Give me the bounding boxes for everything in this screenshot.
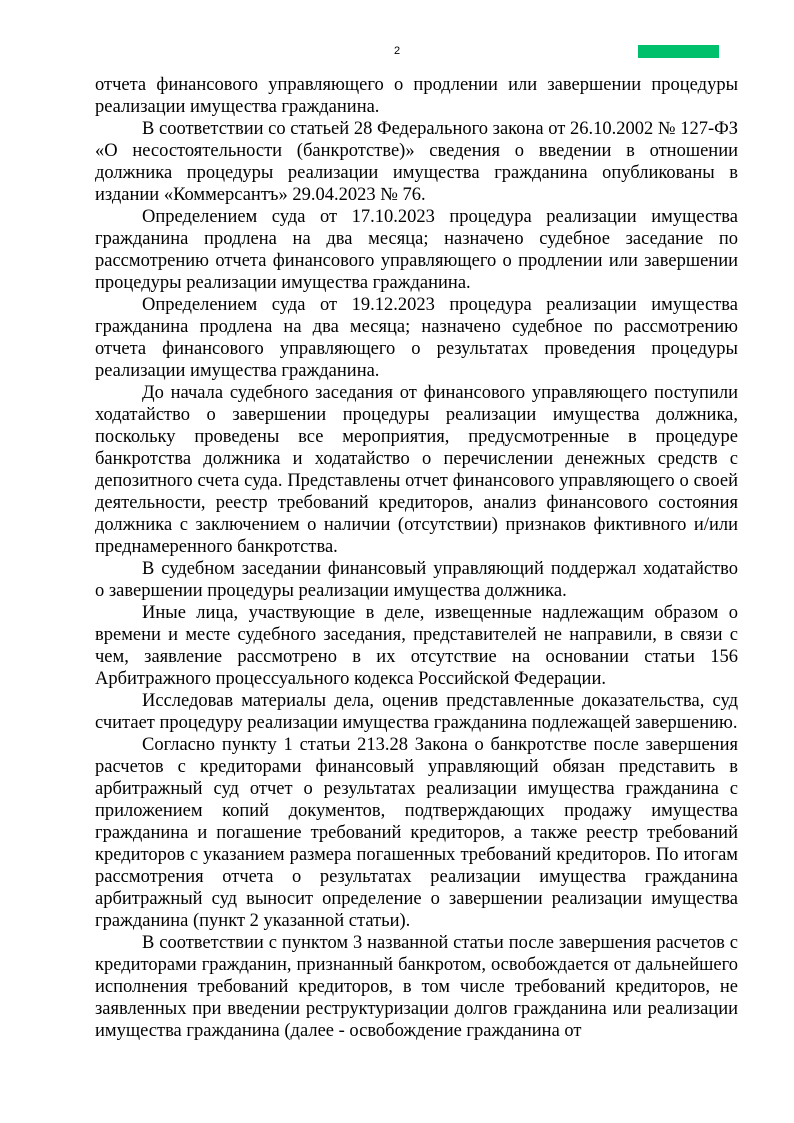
paragraph-hearing: В судебном заседании финансовый управляющий поддержал ходатайство о завершении процедуры реализации имущества должника. <box>95 559 738 601</box>
paragraph-court-conclusion: Исследовав материалы дела, оценив представленные доказательства, суд считает процедуру реализации имущества гражданина подлежащей завершению. <box>95 691 738 733</box>
paragraph-motions: До начала судебного заседания от финансового управляющего поступили ходатайство о завершении процедуры реализации имущества должника, поскольку проведены все мероприятия, предусмотренные в процедуре банкротства должника и ходатайство о перечислении денежных средств с депозитного счета суда. Представлены отчет финансового управляющего о своей деятельности, реестр требований кредиторов, анализ финансового состояния должника с заключением о наличии (отсутствии) признаков фиктивного и/или преднамеренного банкротства. <box>95 383 738 557</box>
paragraph-release-from-obligations: В соответствии с пунктом 3 названной статьи после завершения расчетов с кредиторами гражданин, признанный банкротом, освобождается от дальнейшего исполнения требований кредиторов, в том числе требований кредиторов, не заявленных при введении реструктуризации долгов гражданина или реализации имущества гражданина (далее - освобождение гражданина от <box>95 933 738 1041</box>
document-body <box>95 74 738 1042</box>
green-marker-bar <box>638 45 719 58</box>
paragraph-law-article-213-28: Согласно пункту 1 статьи 213.28 Закона о банкротстве после завершения расчетов с кредиторами финансовый управляющий обязан представить в арбитражный суд отчет о результатах реализации имущества гражданина с приложением копий документов, подтверждающих продажу имущества гражданина и погашение требований кредиторов, а также реестр требований кредиторов с указанием размера погашенных требований кредиторов. По итогам рассмотрения отчета о результатах реализации имущества гражданина арбитражный суд выносит определение о завершении реализации имущества гражданина (пункт 2 указанной статьи). <box>95 735 738 931</box>
paragraph-continuation: отчета финансового управляющего о продлении или завершении процедуры реализации имущества гражданина. <box>95 75 738 117</box>
paragraph-publication: В соответствии со статьей 28 Федерального закона от 26.10.2002 № 127-ФЗ «О несостоятельности (банкротстве)» сведения о введении в отношении должника процедуры реализации имущества гражданина опубликованы в издании «Коммерсантъ» 29.04.2023 № 76. <box>95 119 738 205</box>
paragraph-extension-1: Определением суда от 17.10.2023 процедура реализации имущества гражданина продлена на два месяца; назначено судебное заседание по рассмотрению отчета финансового управляющего о продлении или завершении процедуры реализации имущества гражданина. <box>95 207 738 293</box>
paragraph-other-parties: Иные лица, участвующие в деле, извещенные надлежащим образом о времени и месте судебного заседания, представителей не направили, в связи с чем, заявление рассмотрено в их отсутствие на основании статьи 156 Арбитражного процессуального кодекса Российской Федерации. <box>95 603 738 689</box>
page-number: 2 <box>393 45 401 57</box>
paragraph-extension-2: Определением суда от 19.12.2023 процедура реализации имущества гражданина продлена на два месяца; назначено судебное по рассмотрению отчета финансового управляющего о результатах проведения процедуры реализации имущества гражданина. <box>95 295 738 381</box>
